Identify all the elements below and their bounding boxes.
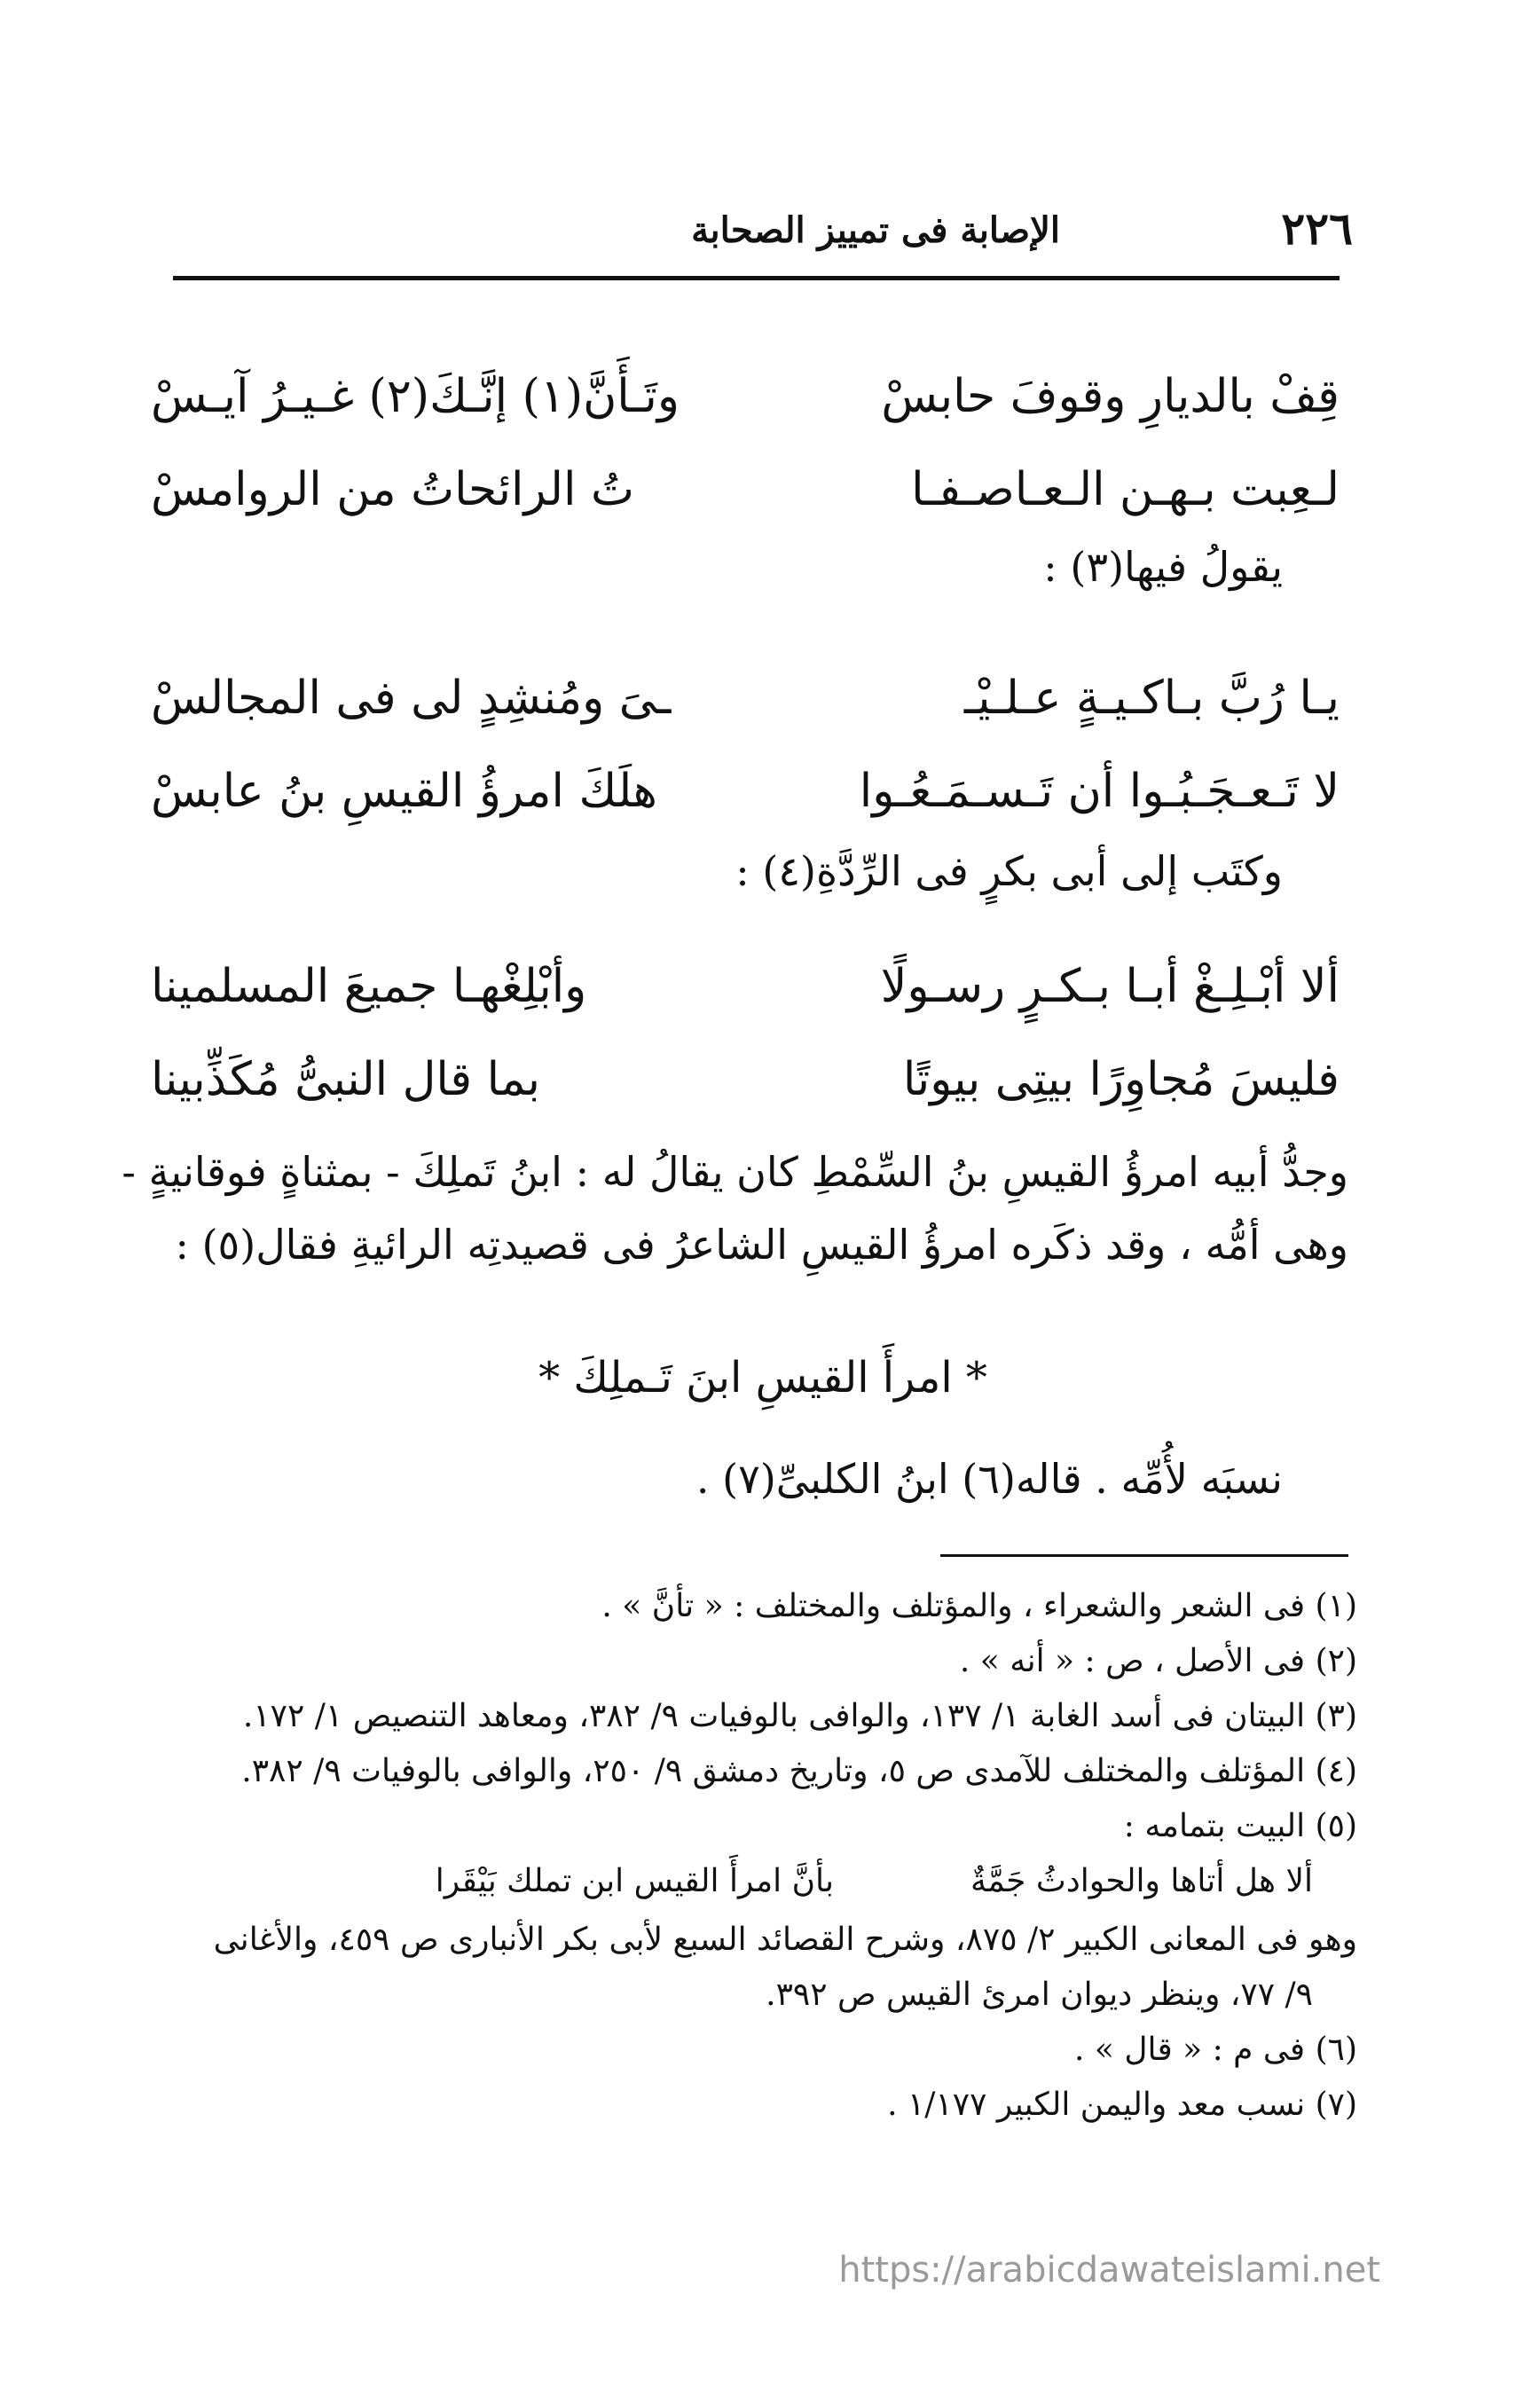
hemistich-right: يـا رُبَّ بـاكـيـةٍ عـلـيْـ xyxy=(963,672,1340,725)
quoted-hemistich: * امرأَ القيسِ ابنَ تَـملِكَ * xyxy=(538,1353,987,1403)
footnote-3: (٣) البيتان فى أسد الغابة ١/ ١٣٧، والوافى بالوفيات ٩/ ٣٨٢، ومعاهد التنصيص ١/ ١٧٢. xyxy=(242,1698,1357,1734)
hemistich-left: وتَـأَنَّ(١) إنَّـكَ(٢) غـيـرُ آيـسْ xyxy=(151,370,680,423)
footnote-4: (٤) المؤتلف والمختلف للآمدى ص ٥، وتاريخ دمشق ٩/ ٢٥٠، والوافى بالوفيات ٩/ ٣٨٢. xyxy=(241,1753,1357,1789)
hemistich-left: بما قال النبىُّ مُكَذِّبينا xyxy=(151,1053,541,1106)
footnote-1: (١) فى الشعر والشعراء ، والمؤتلف والمختلف : « تأنَّ » . xyxy=(601,1588,1357,1624)
hemistich-right: فليسَ مُجاوِرًا بيتِى بيوتًا xyxy=(902,1053,1340,1106)
poem-intro-2: يقولُ فيها(٣) : xyxy=(1043,543,1283,591)
poem-intro-3: وكتَب إلى أبى بكرٍ فى الرِّدَّةِ(٤) : xyxy=(735,847,1283,895)
poem-block-1 xyxy=(151,350,1340,537)
footnote-verse-left: بأنَّ امرأَ القيس ابن تملك بَيْقَرا xyxy=(435,1863,834,1899)
verse xyxy=(151,940,1340,1033)
page-number: ٢٢٦ xyxy=(1281,202,1353,255)
footnotes xyxy=(160,1579,1357,2133)
poem-block-3 xyxy=(151,940,1340,1127)
footnote-2: (٢) فى الأصل ، ص : « أنه » . xyxy=(959,1643,1357,1679)
footnote-5: (٥) البيت بتمامه : xyxy=(1123,1808,1357,1844)
running-title: الإصابة فى تمييز الصحابة xyxy=(691,209,1060,251)
prose-paragraph xyxy=(122,1136,1348,1281)
hemistich-left: تُ الرائحاتُ من الروامسْ xyxy=(151,463,634,516)
prose-line: وجدُّ أبيه امرؤُ القيسِ بنُ السِّمْطِ كان يقالُ له : ابنُ تَملِكَ - بمثناةٍ فوقانيةٍ - xyxy=(122,1148,1348,1196)
hemistich-right: ألا أبْـلِـغْ أبـا بـكـرٍ رسـولًا xyxy=(880,960,1340,1013)
hemistich-left: هلَكَ امرؤُ القيسِ بنُ عابسْ xyxy=(151,765,657,818)
footnote-5-verse xyxy=(160,1854,1357,1913)
page-header xyxy=(173,202,1353,273)
verse xyxy=(151,1033,1340,1127)
watermark-url: https://arabicdawateislami.net xyxy=(838,2250,1380,2291)
verse xyxy=(151,652,1340,745)
footnote-5-continuation: وهو فى المعانى الكبير ٢/ ٨٧٥، وشرح القصائد السبع لأبى بكر الأنبارى ص ٤٥٩، والأغانى xyxy=(213,1922,1357,1958)
footnote-6: (٦) فى م : « قال » . xyxy=(1074,2032,1357,2068)
verse xyxy=(151,745,1340,838)
hemistich-right: لـعِبت بـهـن الـعـاصـفـا xyxy=(911,463,1340,516)
hemistich-left: وأبْلِغْهـا جميعَ المسلمينا xyxy=(151,960,587,1013)
hemistich-right: قِفْ بالديارِ وقوفَ حابسْ xyxy=(881,370,1340,423)
footnote-7: (٧) نسب معد واليمن الكبير ١/١٧٧ . xyxy=(887,2087,1357,2123)
header-rule xyxy=(173,276,1340,280)
hemistich-left: ـىَ ومُنشِدٍ لى فى المجالسْ xyxy=(151,672,672,725)
footnote-5-continuation: ٩/ ٧٧، وينظر ديوان امرئ القيس ص ٣٩٢. xyxy=(766,1977,1313,2013)
closing-line: نسبَه لأُمِّه . قاله(٦) ابنُ الكلبىِّ(٧) . xyxy=(695,1455,1283,1503)
hemistich-right: لا تَـعـجَـبُـوا أن تَـسـمَـعُـوا xyxy=(859,765,1340,818)
footnote-verse-right: ألا هل أتاها والحوادثُ جَمَّةٌ xyxy=(970,1863,1313,1899)
verse xyxy=(151,350,1340,444)
poem-block-2 xyxy=(151,652,1340,838)
verse xyxy=(151,444,1340,537)
footnote-rule xyxy=(940,1554,1348,1557)
prose-line: وهى أمُّه ، وقد ذكَره امرؤُ القيسِ الشاعرُ فى قصيدتِه الرائيةِ فقال(٥) : xyxy=(175,1221,1348,1269)
